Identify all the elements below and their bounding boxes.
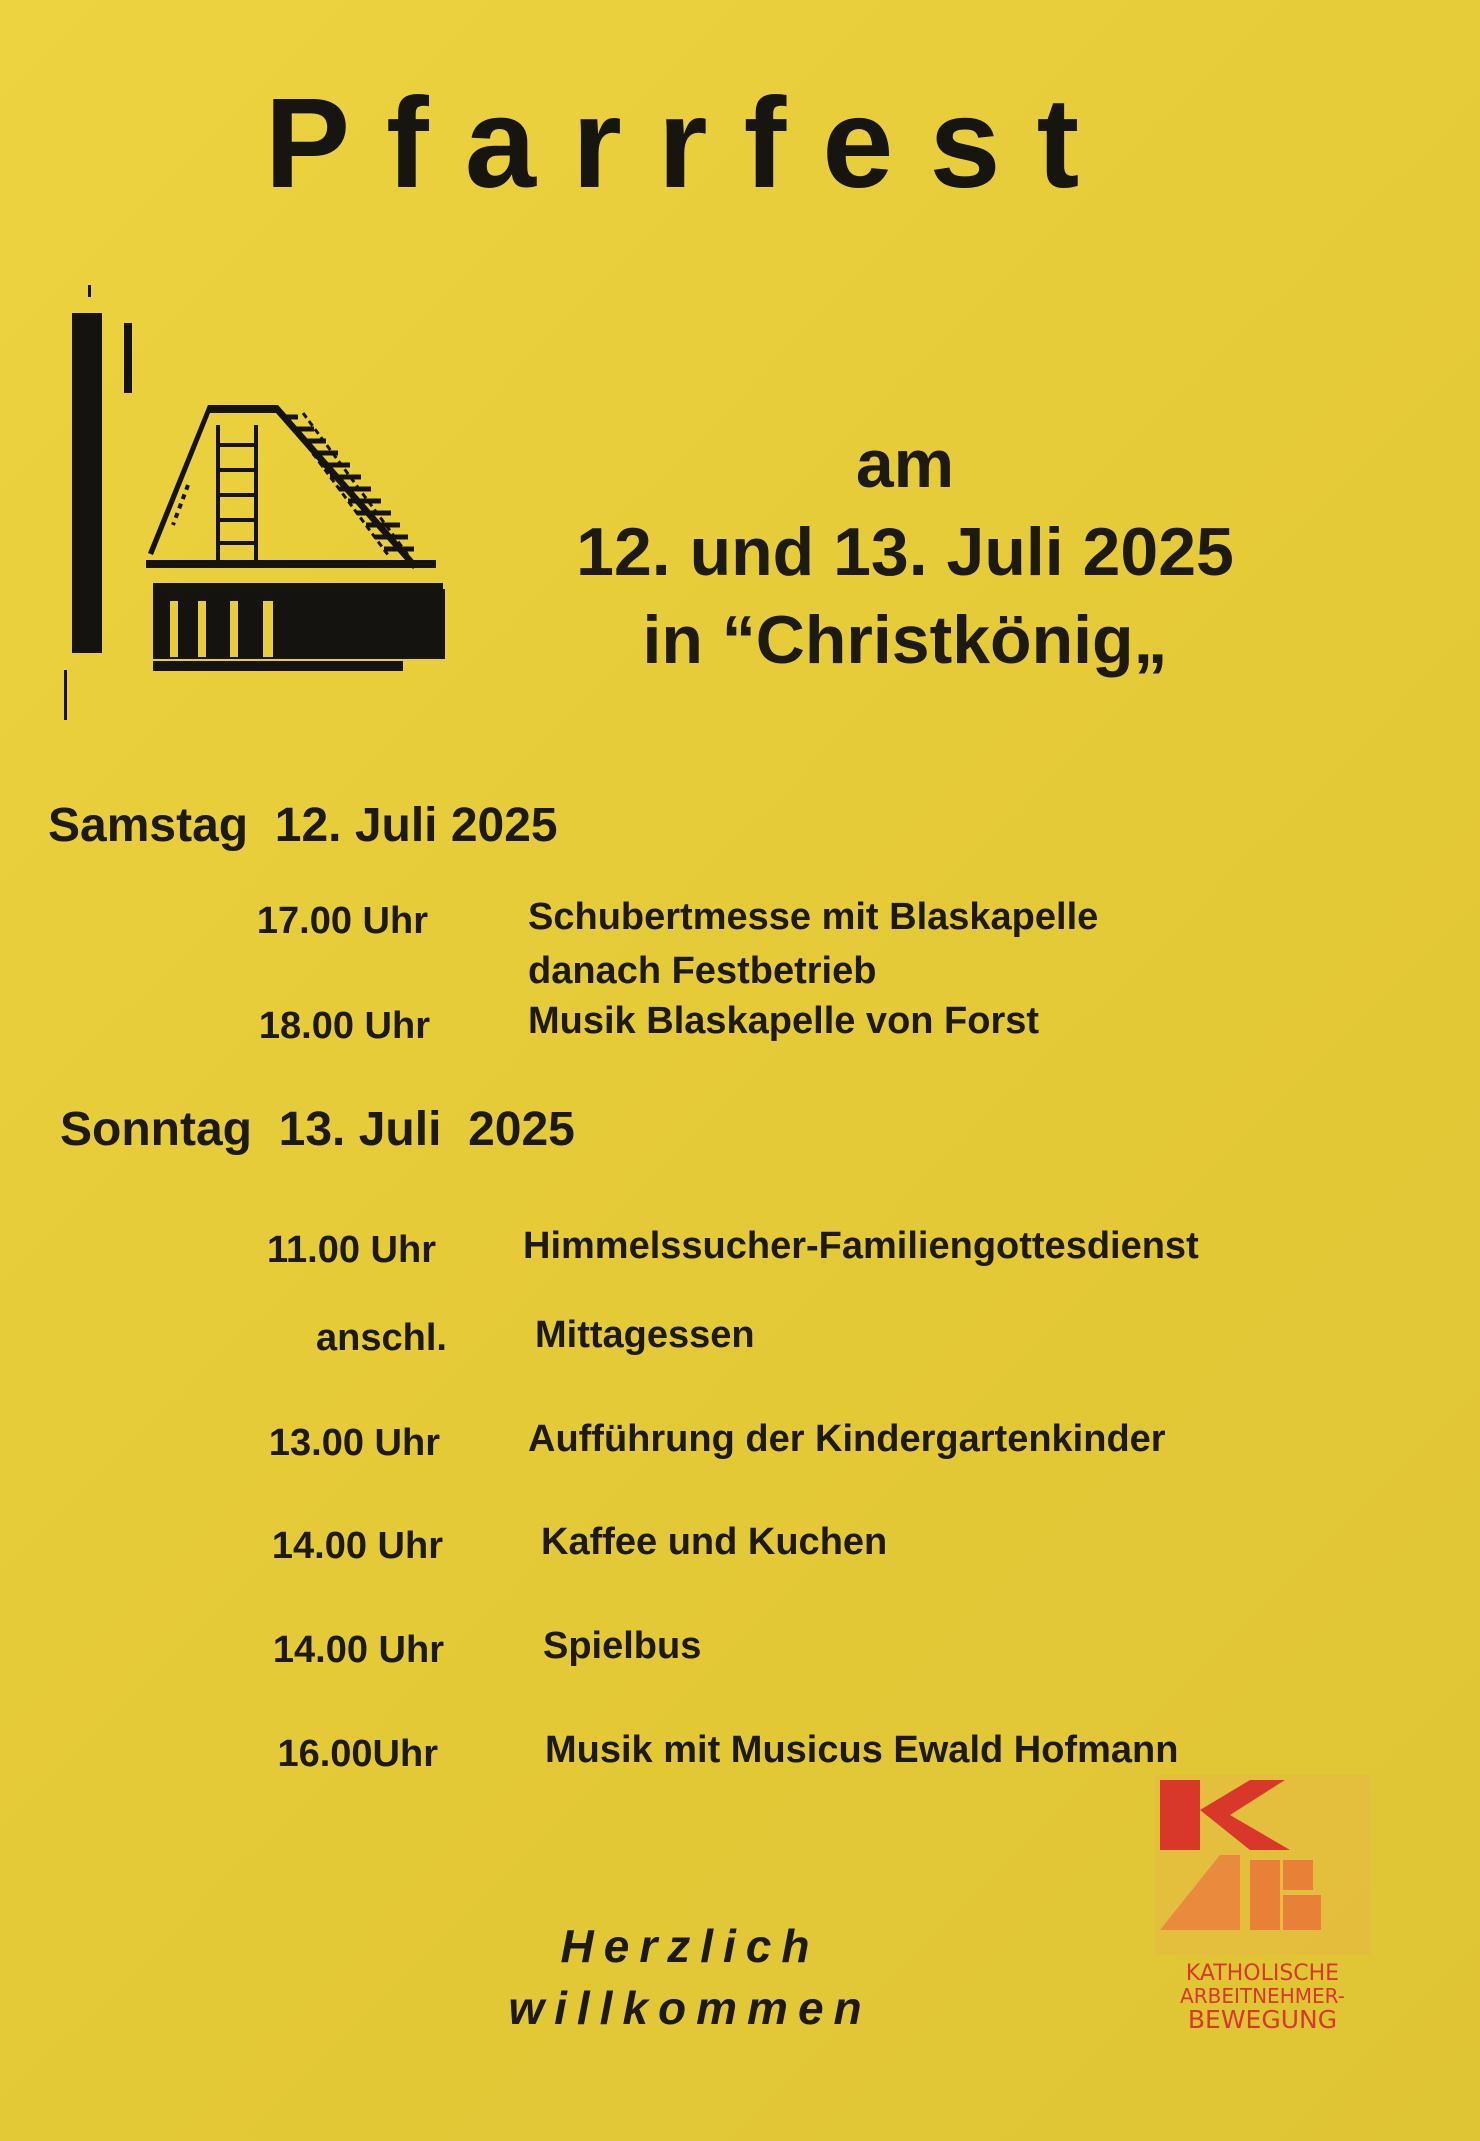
poster-title: Pfarrfest (264, 72, 1116, 215)
kab-line-1: KATHOLISCHE (1185, 1961, 1340, 1986)
welcome-line-2: willkommen (508, 1982, 872, 2034)
kab-logo-mark (1155, 1775, 1370, 1955)
schedule-text: Himmelssucher-Familiengottesdienst (523, 1225, 1199, 1267)
schedule-text: Schubertmesse mit Blaskapelle (528, 896, 1099, 938)
kab-line-2: ARBEITNEHMER- (1180, 1984, 1345, 2008)
schedule-text: Spielbus (543, 1625, 702, 1667)
schedule-time: 14.00 Uhr (272, 1629, 444, 1671)
schedule-text: danach Festbetrieb (528, 950, 877, 992)
headline-dates: 12. und 13. Juli 2025 (576, 514, 1234, 590)
schedule-time: 14.00 Uhr (271, 1525, 443, 1567)
schedule-time: anschl. (316, 1317, 447, 1359)
church-illustration (58, 285, 448, 745)
schedule-time: 17.00 Uhr (256, 900, 428, 942)
schedule-time: 18.00 Uhr (258, 1005, 430, 1047)
welcome-message (400, 1915, 980, 2039)
kab-logo-text (1155, 1961, 1370, 2034)
headline-am: am (855, 426, 955, 502)
kab-logo (1155, 1775, 1370, 2045)
schedule-text: Mittagessen (535, 1314, 755, 1356)
schedule-time: 11.00 Uhr (267, 1229, 436, 1271)
schedule-text: Musik Blaskapelle von Forst (528, 1000, 1040, 1042)
headline-location: in “Christkönig„ (642, 602, 1168, 678)
schedule-text: Kaffee und Kuchen (541, 1521, 888, 1563)
welcome-line-1: Herzlich (560, 1920, 820, 1972)
kab-line-3: BEWEGUNG (1187, 2005, 1338, 2034)
schedule-time: 13.00 Uhr (268, 1422, 440, 1464)
day-heading-saturday: Samstag 12. Juli 2025 (48, 799, 558, 852)
schedule-text: Musik mit Musicus Ewald Hofmann (545, 1729, 1179, 1771)
day-heading-sunday: Sonntag 13. Juli 2025 (60, 1103, 575, 1156)
schedule-text: Aufführung der Kindergartenkinder (528, 1418, 1166, 1460)
event-headline (470, 420, 1340, 684)
schedule-time: 16.00Uhr (277, 1733, 438, 1775)
